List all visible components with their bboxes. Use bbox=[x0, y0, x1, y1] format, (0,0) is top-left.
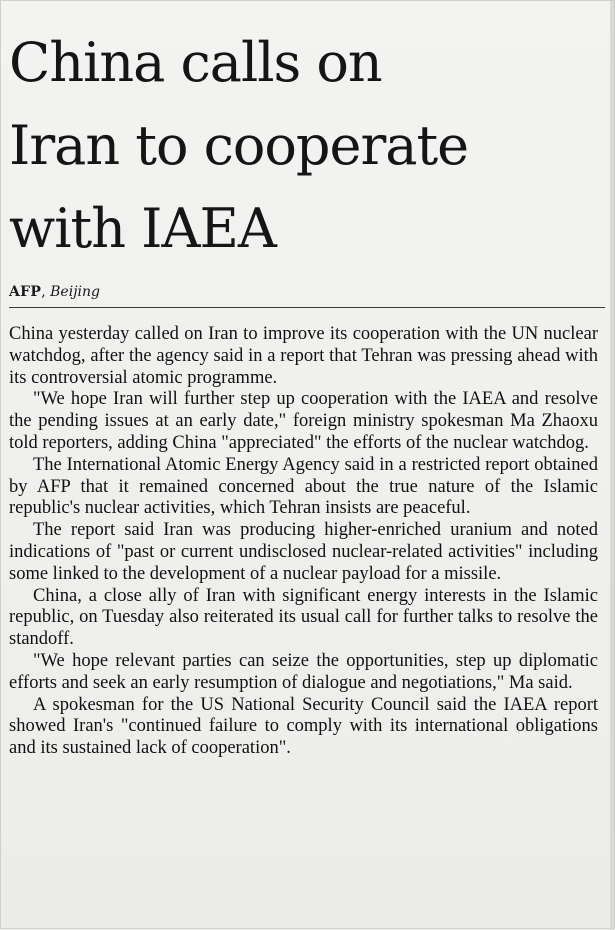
article-paragraph: "We hope relevant parties can seize the opportunities, step up diplomatic efforts and seek an early resumption of dialogue and negotiations," Ma said. bbox=[9, 650, 598, 693]
headline-line: China calls on bbox=[9, 31, 382, 94]
article-paragraph: China, a close ally of Iran with significant energy interests in the Islamic republic, on Tuesday also reiterated its usual call for further talks to resolve the standoff. bbox=[9, 585, 598, 650]
byline-location: Beijing bbox=[50, 284, 100, 300]
article-paragraph: China yesterday called on Iran to improve its cooperation with the UN nuclear watchdog, after the agency said in a report that Tehran was pressing ahead with its controversial atomic programme. bbox=[9, 324, 598, 388]
article-paragraph: "We hope Iran will further step up cooperation with the IAEA and resolve the pending issues at an early date," foreign ministry spokesman Ma Zhaoxu told reporters, adding China "appreciated" the efforts of the nuclear watchdog. bbox=[9, 389, 598, 453]
byline bbox=[9, 284, 100, 300]
article-paragraph: The report said Iran was producing higher-enriched uranium and noted indications of "past or current undisclosed nuclear-related activities" including some linked to the development of a nuclear payload for a missile. bbox=[9, 520, 598, 584]
article-paragraph: A spokesman for the US National Security Council said the IAEA report showed Iran's "continued failure to comply with its international obligations and its sustained lack of cooperation". bbox=[9, 694, 598, 759]
byline-agency: AFP bbox=[9, 284, 42, 300]
headline bbox=[9, 21, 609, 270]
byline-separator: , bbox=[41, 284, 51, 300]
headline-line: with IAEA bbox=[9, 197, 276, 260]
article-body bbox=[9, 324, 598, 760]
byline-divider bbox=[9, 307, 605, 308]
page-edge bbox=[610, 1, 614, 930]
headline-line: Iran to cooperate bbox=[9, 114, 469, 177]
article-paragraph: The International Atomic Energy Agency said in a restricted report obtained by AFP that it remained concerned about the true nature of the Islamic republic's nuclear activities, which Tehran insists are peaceful. bbox=[9, 454, 598, 519]
